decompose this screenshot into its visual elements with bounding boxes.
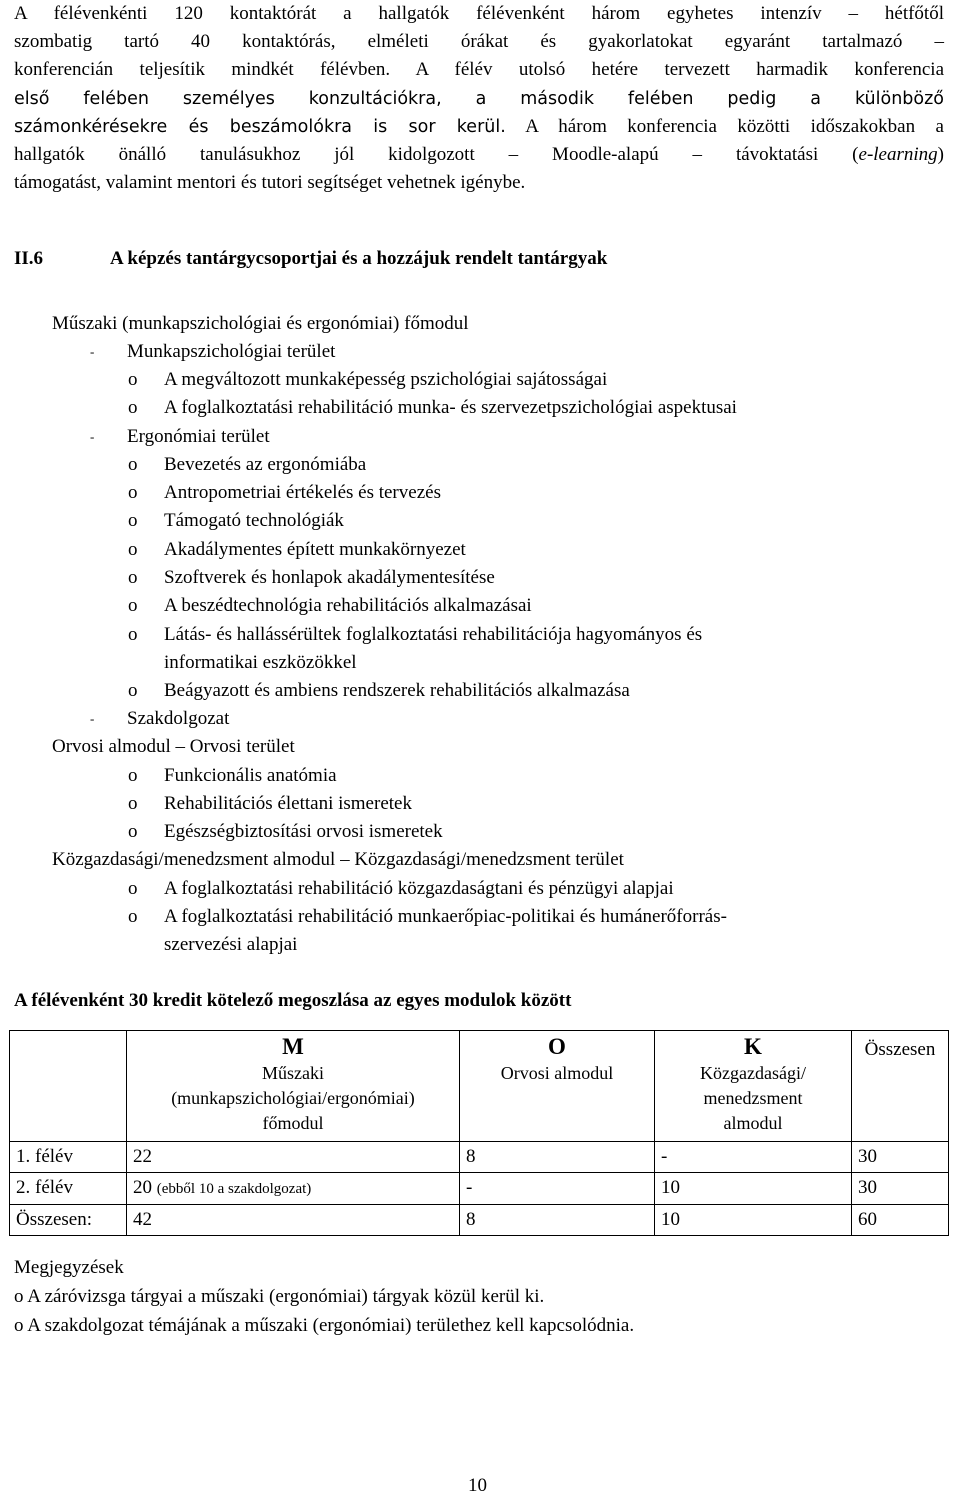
main-module-heading: Műszaki (munkapszichológiai és ergonómiai) főmodul	[52, 313, 469, 334]
list-item: Beágyazott és ambiens rendszerek rehabilitációs alkalmazása	[164, 680, 630, 701]
list-bullet: o	[128, 595, 138, 616]
row-label: Összesen:	[10, 1205, 127, 1236]
header-o-letter: O	[548, 1034, 566, 1059]
intro-line: A félévenkénti 120 kontaktórát a hallgatók félévenként három egyhetes intenzív – hétfőtől	[14, 3, 944, 24]
cell-m: 22	[127, 1142, 460, 1173]
cell-k: 10	[655, 1205, 852, 1236]
list-bullet: o	[128, 821, 138, 842]
table-row	[10, 1173, 949, 1205]
note-item	[14, 1282, 634, 1311]
intro-text: A félév utolsó hetére tervezett harmadik konferencia	[415, 59, 944, 81]
list-bullet: o	[128, 765, 138, 786]
list-item-continued: informatikai eszközökkel	[164, 652, 357, 673]
list-bullet: o	[128, 793, 138, 814]
intro-paragraph	[14, 0, 944, 197]
dash-bullet: -	[90, 429, 95, 444]
intro-line: szombatig tartó 40 kontaktórás, elméleti órákat és gyakorlatokat egyaránt tartalmazó –	[14, 31, 944, 53]
list-item-continued: szervezési alapjai	[164, 934, 298, 955]
list-bullet: o	[128, 454, 138, 475]
header-text: Műszaki	[262, 1063, 324, 1083]
intro-text: konferencián teljesítik mindkét félévben.	[14, 59, 391, 81]
header-k	[655, 1031, 852, 1142]
list-bullet: o	[128, 482, 138, 503]
cell-m	[127, 1173, 460, 1205]
list-item: Bevezetés az ergonómiába	[164, 454, 367, 475]
list-item: Funkcionális anatómia	[164, 765, 337, 786]
list-bullet: o	[128, 397, 138, 418]
intro-line: támogatást, valamint mentori és tutori segítséget vehetnek igénybe.	[14, 172, 526, 194]
header-text: almodul	[723, 1113, 783, 1133]
table-row	[10, 1205, 949, 1236]
header-text: Összesen	[864, 1039, 936, 1060]
list-item: Látás- és hallássérültek foglalkoztatási rehabilitációja hagyományos és	[164, 624, 703, 645]
intro-line	[14, 113, 944, 141]
dash-bullet: -	[90, 711, 95, 726]
intro-italic: e-learning	[858, 144, 938, 166]
cell-m-value: 20	[133, 1177, 152, 1198]
list-bullet: o	[14, 1286, 24, 1307]
note-item	[14, 1311, 634, 1340]
cell-k: -	[655, 1142, 852, 1173]
list-bullet: o	[128, 369, 138, 390]
list-item: Támogató technológiák	[164, 510, 344, 531]
list-item: Szoftverek és honlapok akadálymentesítése	[164, 567, 495, 588]
intro-line	[14, 141, 944, 169]
header-o	[460, 1031, 655, 1142]
cell-m-note: (ebből 10 a szakdolgozat)	[156, 1181, 312, 1197]
row-label: 1. félév	[10, 1142, 127, 1173]
row-label: 2. félév	[10, 1173, 127, 1205]
header-empty	[10, 1031, 127, 1142]
header-m-letter: M	[282, 1034, 304, 1059]
cell-total: 30	[852, 1142, 949, 1173]
area-heading: Ergonómiai terület	[127, 426, 270, 447]
list-item: A megváltozott munkaképesség pszichológiai sajátosságai	[164, 369, 608, 390]
table-row	[10, 1142, 949, 1173]
cell-m: 42	[127, 1205, 460, 1236]
list-item: Rehabilitációs élettani ismeretek	[164, 793, 412, 814]
cell-o: 8	[460, 1205, 655, 1236]
list-item: Antropometriai értékelés és tervezés	[164, 482, 441, 503]
list-bullet: o	[128, 906, 138, 927]
dash-bullet: -	[90, 344, 95, 359]
table-header-row	[10, 1031, 949, 1142]
list-bullet: o	[128, 680, 138, 701]
list-item: A foglalkoztatási rehabilitáció munka- és szervezetpszichológiai aspektusai	[164, 397, 737, 418]
module-heading: Orvosi almodul – Orvosi terület	[52, 736, 295, 757]
header-text: főmodul	[262, 1113, 324, 1133]
credits-heading: A félévenként 30 kredit kötelező megoszlása az egyes modulok között	[14, 990, 572, 1011]
header-text: menedzsment	[703, 1088, 803, 1108]
list-bullet: o	[128, 878, 138, 899]
header-k-letter: K	[744, 1034, 762, 1059]
section-number: II.6	[14, 248, 44, 269]
cell-total: 60	[852, 1205, 949, 1236]
note-text: A szakdolgozat témájának a műszaki (ergonómiai) területhez kell kapcsolódnia.	[27, 1315, 635, 1336]
header-text: Közgazdasági/	[700, 1063, 806, 1083]
list-bullet: o	[128, 539, 138, 560]
header-text: (munkapszichológiai/ergonómiai)	[171, 1088, 415, 1108]
notes-section	[14, 1253, 634, 1340]
intro-text: )	[937, 144, 944, 166]
list-item: Akadálymentes épített munkakörnyezet	[164, 539, 466, 560]
intro-text: hallgatók önálló tanulásukhoz jól kidolgozott – Moodle-alapú – távoktatási (	[14, 144, 859, 166]
intro-line	[14, 56, 944, 84]
header-m	[127, 1031, 460, 1142]
section-title: A képzés tantárgycsoportjai és a hozzájuk rendelt tantárgyak	[110, 248, 608, 269]
list-bullet: o	[128, 567, 138, 588]
intro-text: számonkérésekre és beszámolókra is sor kerül.	[14, 116, 506, 137]
list-bullet: o	[128, 624, 138, 645]
list-bullet: o	[14, 1315, 24, 1336]
header-text: Orvosi almodul	[500, 1063, 614, 1083]
area-heading: Munkapszichológiai terület	[127, 341, 336, 362]
credits-table	[9, 1030, 949, 1236]
list-item: A beszédtechnológia rehabilitációs alkalmazásai	[164, 595, 532, 616]
cell-total: 30	[852, 1173, 949, 1205]
page-number: 10	[468, 1475, 487, 1496]
list-bullet: o	[128, 510, 138, 531]
cell-o: -	[460, 1173, 655, 1205]
header-total	[852, 1031, 949, 1142]
module-heading: Közgazdasági/menedzsment almodul – Közgazdasági/menedzsment terület	[52, 849, 624, 870]
list-item: A foglalkoztatási rehabilitáció közgazdaságtani és pénzügyi alapjai	[164, 878, 674, 899]
list-item: A foglalkoztatási rehabilitáció munkaerőpiac-politikai és humánerőforrás-	[164, 906, 727, 927]
note-text: A záróvizsga tárgyai a műszaki (ergonómiai) tárgyak közül kerül ki.	[27, 1286, 545, 1307]
intro-line: első felében személyes konzultációkra, a második felében pedig a különböző	[14, 88, 944, 109]
area-heading: Szakdolgozat	[127, 708, 230, 729]
intro-text: A három konferencia közötti időszakokban a	[525, 115, 944, 137]
cell-o: 8	[460, 1142, 655, 1173]
list-item: Egészségbiztosítási orvosi ismeretek	[164, 821, 443, 842]
notes-title: Megjegyzések	[14, 1257, 124, 1278]
cell-k: 10	[655, 1173, 852, 1205]
